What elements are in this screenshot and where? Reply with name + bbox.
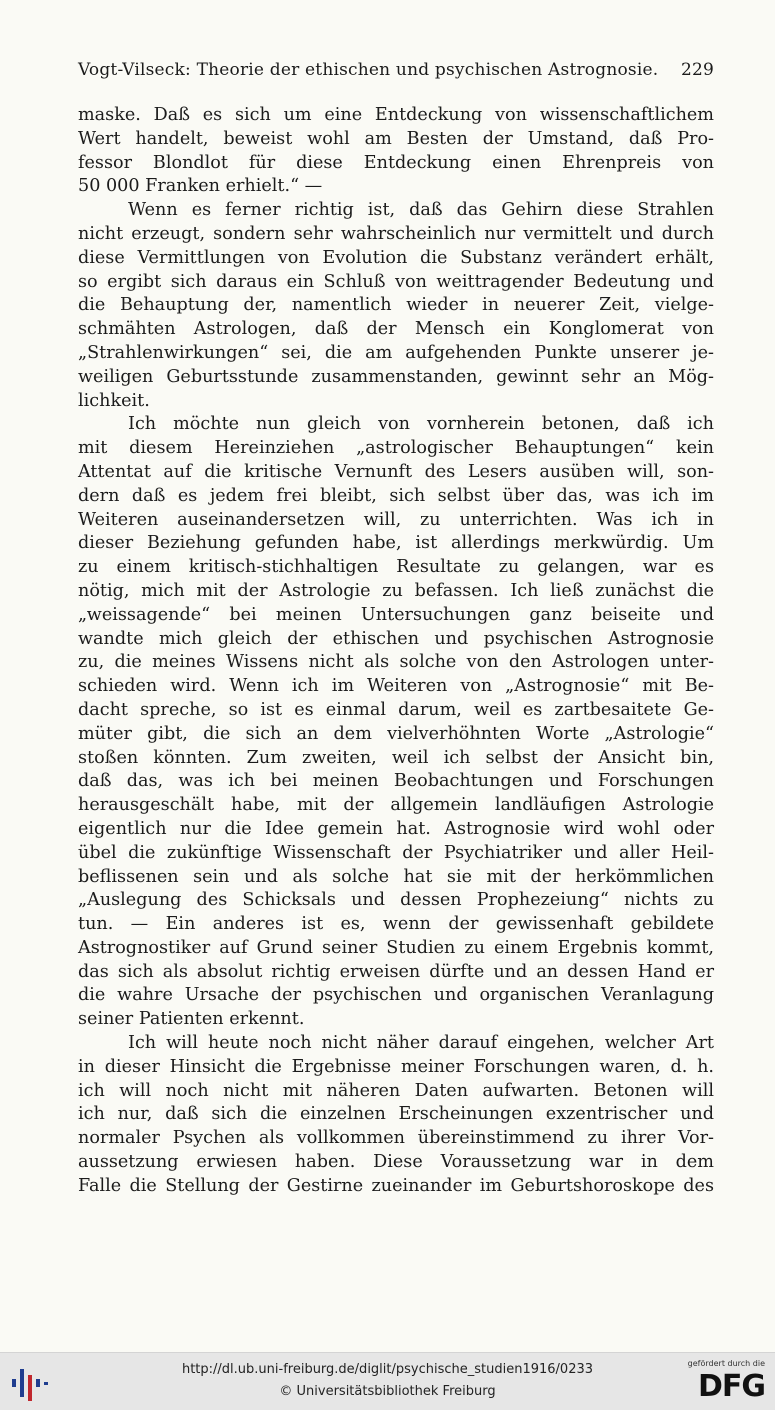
text-line: Falle die Stellung der Gestirne zueinander im Geburtshoroskope des [78,1175,714,1196]
text-line: diese Vermittlungen von Evolution die Substanz verändert erhält, [78,247,714,268]
dfg-logo[interactable] [685,1359,765,1405]
text-line: das sich als absolut richtig erweisen dürfte und an dessen Hand er [78,961,714,982]
text-line: lichkeit. [78,390,150,411]
text-line: müter gibt, die sich an dem vielverhöhnten Worte „Astrologie“ [78,723,714,744]
text-line: daß das, was ich bei meinen Beobachtungen und Forschungen [78,771,714,792]
text-line: beflissenen sein und als solche hat sie mit der herkömmlichen [78,866,714,887]
text-line: 50 000 Franken erhielt.“ — [78,176,323,197]
text-line: maske. Daß es sich um eine Entdeckung von wissenschaftlichem [78,105,714,125]
text-line: Astrognostiker auf Grund seiner Studien zu einem Ergebnis kommt, [78,937,714,958]
text-line: normaler Psychen als vollkommen übereinstimmend zu ihrer Vor- [78,1128,714,1149]
copyright-notice: © Universitätsbibliothek Freiburg [279,1384,496,1399]
text-line: Wenn es ferner richtig ist, daß das Gehirn diese Strahlen [128,200,714,221]
text-line: dacht spreche, so ist es einmal darum, weil es zartbesaitete Ge- [78,699,714,720]
text-line: in dieser Hinsicht die Ergebnisse meiner Forschungen waren, d. h. [78,1056,714,1077]
text-line: Weiteren auseinandersetzen will, zu unterrichten. Was ich in [78,509,714,530]
text-line: eigentlich nur die Idee gemein hat. Astrognosie wird wohl oder [78,818,714,839]
text-line: Ich will heute noch nicht näher darauf eingehen, welcher Art [128,1033,714,1054]
text-line: „weissagende“ bei meinen Untersuchungen ganz beiseite und [78,604,714,625]
text-line: Attentat auf die kritische Vernunft des Lesers ausüben will, son- [78,461,714,482]
text-line: dieser Beziehung gefunden habe, ist allerdings merkwürdig. Um [78,533,714,554]
text-line: Wert handelt, beweist wohl am Besten der Umstand, daß Pro- [78,128,714,149]
text-line: mit diesem Hereinziehen „astrologischer Behauptungen“ kein [78,438,714,459]
text-line: weiligen Geburtsstunde zusammenstanden, gewinnt sehr an Mög- [78,366,714,387]
dfg-tagline: gefördert durch die [687,1359,765,1368]
footer-bar [0,1352,775,1410]
text-line: aussetzung erwiesen haben. Diese Voraussetzung war in dem [78,1152,714,1173]
text-line: ich nur, daß sich die einzelnen Erscheinungen exzentrischer und [78,1104,714,1125]
text-line: so ergibt sich daraus ein Schluß von weittragender Bedeutung und [78,271,714,292]
text-line: seiner Patienten erkennt. [78,1009,305,1030]
text-line: schmähten Astrologen, daß der Mensch ein Konglomerat von [78,319,714,340]
text-line: ich will noch nicht mit näheren Daten aufwarten. Betonen will [78,1080,714,1101]
text-line: stoßen könnten. Zum zweiten, weil ich selbst der Ansicht bin, [78,747,714,768]
dfg-wordmark: DFG [697,1369,765,1404]
text-line: übel die zukünftige Wissenschaft der Psychiatriker und aller Heil- [78,842,714,863]
text-line: dern daß es jedem frei bleibt, sich selbst über das, was ich im [78,485,714,506]
text-line: tun. — Ein anderes ist es, wenn der gewissenhaft gebildete [78,914,714,935]
permalink-url[interactable]: http://dl.ub.uni-freiburg.de/diglit/psychische_studien1916/0233 [181,1362,594,1377]
text-line: wandte mich gleich der ethischen und psychischen Astrognosie [78,628,714,649]
text-line: nicht erzeugt, sondern sehr wahrscheinlich nur vermittelt und durch [78,223,714,244]
text-line: Ich möchte nun gleich von vornherein betonen, daß ich [128,414,714,435]
running-header [78,60,714,86]
text-line: die wahre Ursache der psychischen und organischen Veranlagung [78,985,714,1006]
text-line: nötig, mich mit der Astrologie zu befassen. Ich ließ zunächst die [78,580,714,601]
text-line: „Strahlenwirkungen“ sei, die am aufgehenden Punkte unserer je- [78,342,714,363]
page-number: 229 [680,60,714,80]
running-title: Vogt-Vilseck: Theorie der ethischen und psychischen Astrognosie. [78,60,659,80]
body-text [78,104,714,1199]
text-line: zu, die meines Wissens nicht als solche von den Astrologen unter- [78,652,714,673]
text-line: zu einem kritisch-stichhaltigen Resultate zu gelangen, war es [78,557,714,578]
text-line: herausgeschält habe, mit der allgemein landläufigen Astrologie [78,795,714,816]
text-line: „Auslegung des Schicksals und dessen Prophezeiung“ nichts zu [78,890,714,911]
text-line: schieden wird. Wenn ich im Weiteren von „Astrognosie“ mit Be- [78,676,714,697]
text-line: die Behauptung der, namentlich wieder in neuerer Zeit, vielge- [78,295,714,316]
text-line: fessor Blondlot für diese Entdeckung einen Ehrenpreis von [78,152,714,173]
